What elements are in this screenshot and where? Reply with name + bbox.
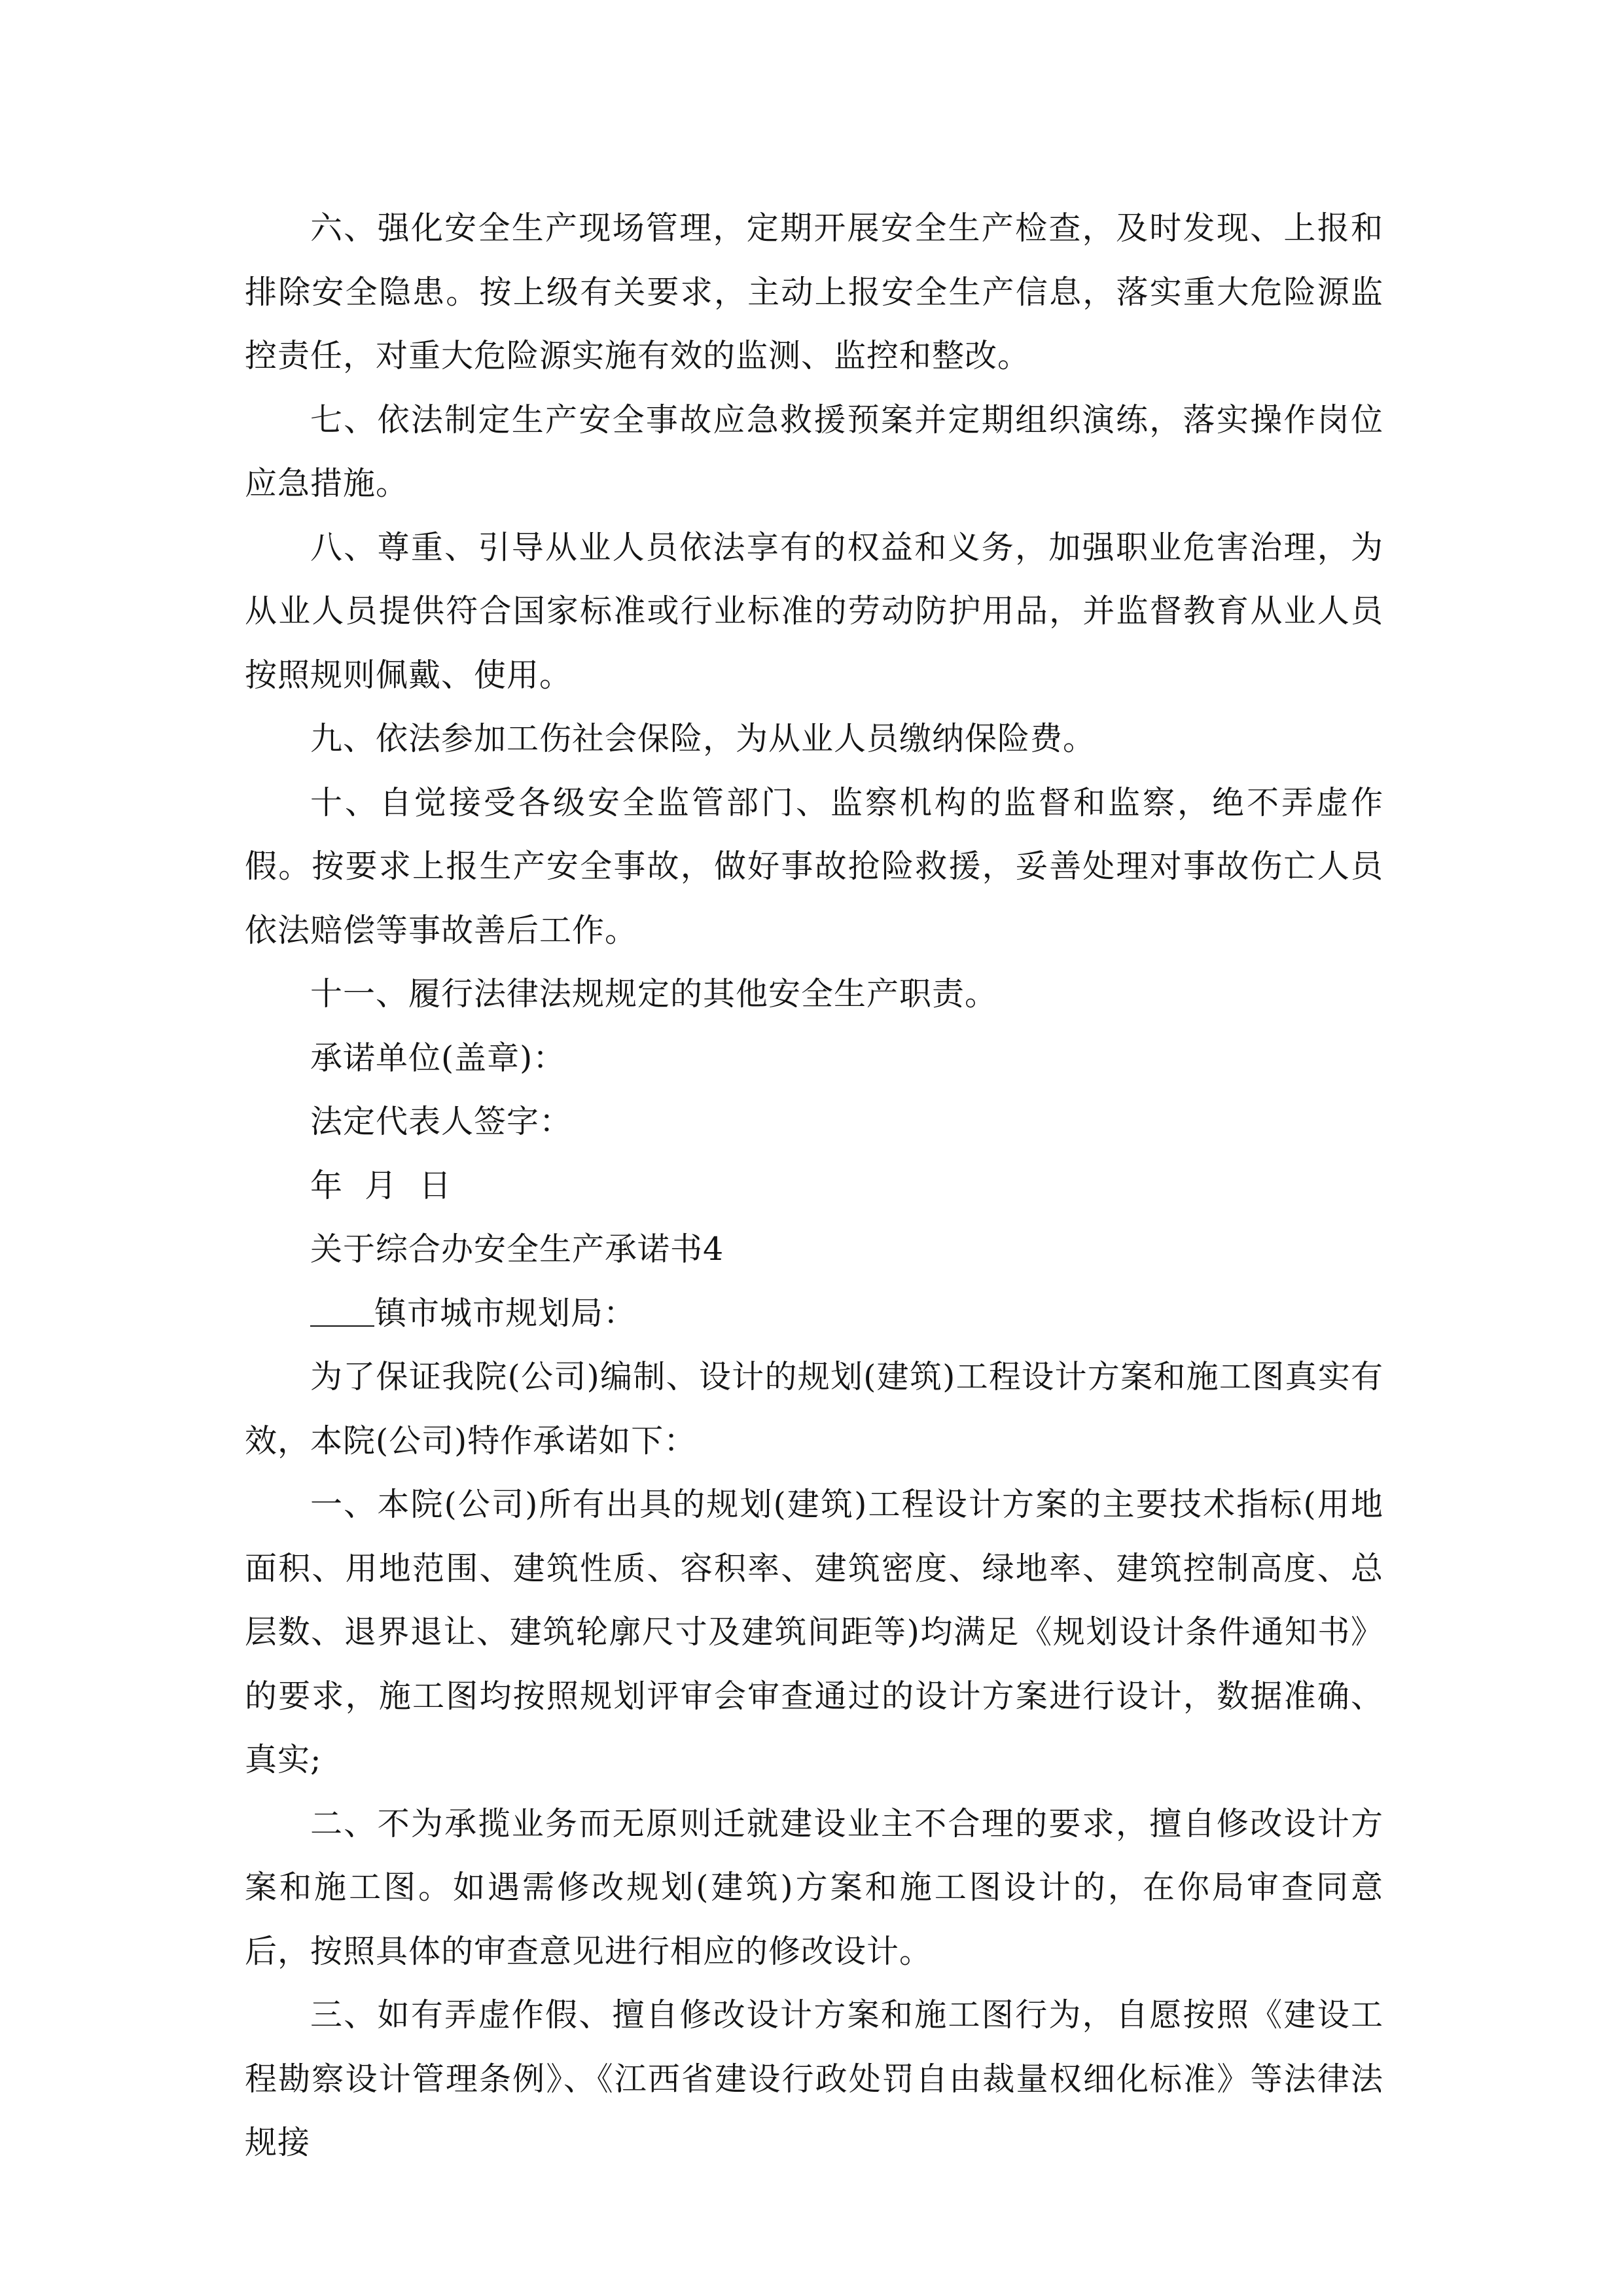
clause-seven: 七、依法制定生产安全事故应急救援预案并定期组织演练，落实操作岗位应急措施。	[245, 401, 1383, 502]
commitment-two: 二、不为承揽业务而无原则迁就建设业主不合理的要求，擅自修改设计方案和施工图。如遇需修改规划(建筑)方案和施工图设计的，在你局审查同意后，按照具体的审查意见进行相应的修改设计。	[245, 1804, 1383, 1970]
signature-date: 年 月 日	[310, 1166, 452, 1204]
clause-eight: 八、尊重、引导从业人员依法享有的权益和义务，加强职业危害治理，为从业人员提供符合国家标准或行业标准的劳动防护用品，并监督教育从业人员按照规则佩戴、使用。	[245, 528, 1383, 694]
commitment-intro: 为了保证我院(公司)编制、设计的规划(建筑)工程设计方案和施工图真实有效，本院(公司)特作承诺如下：	[245, 1358, 1383, 1460]
addressee-line	[245, 1282, 1383, 1346]
commitment-three: 三、如有弄虚作假、擅自修改设计方案和施工图行为，自愿按照《建设工程勘察设计管理条例》、《江西省建设行政处罚自由裁量权细化标准》等法律法规接	[245, 1996, 1383, 2161]
clause-six: 六、强化安全生产现场管理，定期开展安全生产检查，及时发现、上报和排除安全隐患。按上级有关要求，主动上报安全生产信息，落实重大危险源监控责任，对重大危险源实施有效的监测、监控和整改。	[245, 209, 1383, 374]
commitment-one: 一、本院(公司)所有出具的规划(建筑)工程设计方案的主要技术指标(用地面积、用地范围、建筑性质、容积率、建筑密度、绿地率、建筑控制高度、总层数、退界退让、建筑轮廓尺寸及建筑间距等)均满足《规划设计条件通知书》的要求，施工图均按照规划评审会审查通过的设计方案进行设计，数据准确、真实;	[245, 1486, 1383, 1778]
clause-nine: 九、依法参加工伤社会保险，为从业人员缴纳保险费。	[310, 720, 1096, 757]
clause-eleven: 十一、履行法律法规规定的其他安全生产职责。	[310, 975, 998, 1013]
document-body	[245, 196, 1383, 2175]
section-title: 关于综合办安全生产承诺书4	[310, 1230, 724, 1268]
blank-underline	[310, 1299, 374, 1327]
signature-unit: 承诺单位(盖章)：	[310, 1039, 566, 1077]
addressee-text: 镇市城市规划局：	[374, 1294, 637, 1332]
clause-ten: 十、自觉接受各级安全监管部门、监察机构的监督和监察，绝不弄虚作假。按要求上报生产安全事故，做好事故抢险救援，妥善处理对事故伤亡人员依法赔偿等事故善后工作。	[245, 783, 1383, 949]
signature-representative: 法定代表人签字：	[310, 1103, 573, 1140]
